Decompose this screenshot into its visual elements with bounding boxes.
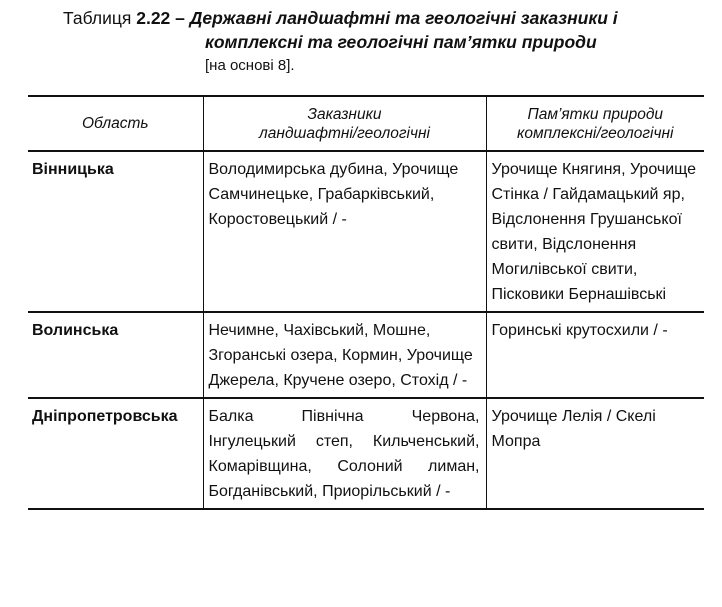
cell-reserves: Володимирська дубина, Урочище Самчинецьке, Грабарківський, Коростовецький / -	[203, 151, 486, 312]
header-reserves-line-1: Заказники	[307, 105, 382, 123]
header-monuments-line-2: комплексні/геологічні	[517, 124, 674, 142]
cell-region: Вінницька	[32, 161, 114, 178]
header-reserves	[203, 96, 486, 151]
caption-label: Таблиця	[63, 8, 132, 28]
caption-source: [на основі 8].	[205, 57, 295, 74]
cell-region: Дніпропетровська	[32, 408, 178, 425]
cell-monuments: Урочище Лелія / Скелі Мопра	[486, 398, 704, 509]
header-region	[28, 96, 203, 151]
header-region-label: Область	[81, 115, 149, 132]
caption-title-line-2: комплексні та геологічні пам’ятки природи	[205, 32, 597, 52]
table-row	[28, 398, 704, 509]
caption-line-1	[63, 6, 713, 30]
header-reserves-line-2: ландшафтні/геологічні	[259, 124, 430, 142]
cell-region: Волинська	[32, 322, 119, 339]
table-header-row	[28, 96, 704, 151]
cell-monuments: Горинські крутосхили / -	[486, 312, 704, 398]
cell-monuments: Урочище Княгиня, Урочище Стінка / Гайдамацький яр, Відслонення Грушанської свити, Відслонення Могилівської свити, Пісковики Бернашівські	[486, 151, 704, 312]
caption-title-line-1: Державні ландшафтні та геологічні заказники і	[189, 8, 618, 28]
caption-number: 2.22	[136, 8, 171, 28]
cell-reserves: Нечимне, Чахівський, Мошне, Згоранські озера, Кормин, Урочище Джерела, Кручене озеро, Стохід / -	[203, 312, 486, 398]
header-monuments-line-1: Пам’ятки природи	[527, 105, 664, 123]
cell-reserves: Балка Північна Червона, Інгулецький степ, Кильченський, Комарівщина, Солоний лиман, Богданівський, Приорільський / -	[203, 398, 486, 509]
table-caption	[63, 6, 713, 78]
caption-line-2	[63, 30, 713, 54]
table-row	[28, 312, 704, 398]
table-row	[28, 151, 704, 312]
caption-dash: –	[175, 8, 185, 28]
reserves-table	[28, 95, 704, 510]
header-monuments	[486, 96, 704, 151]
